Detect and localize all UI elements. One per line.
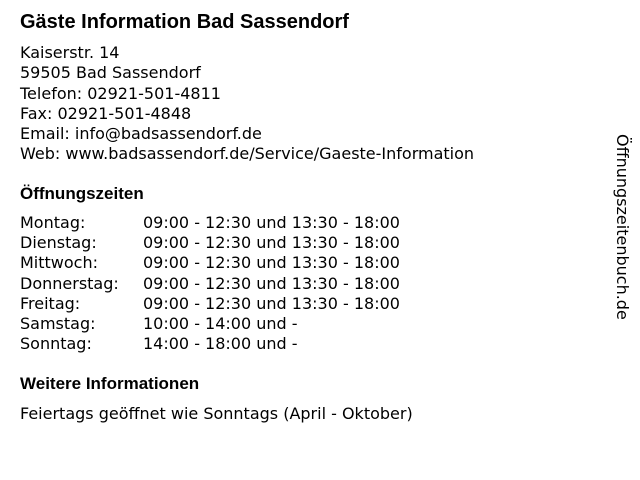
page-title: Gäste Information Bad Sassendorf	[20, 11, 349, 33]
time-range: 09:00 - 12:30 und 13:30 - 18:00	[143, 233, 400, 253]
more-info-text: Feiertags geöffnet wie Sonntags (April - Oktober)	[20, 404, 413, 423]
fax-line: Fax: 02921-501-4848	[20, 103, 192, 123]
time-range: 09:00 - 12:30 und 13:30 - 18:00	[143, 293, 400, 313]
more-info-heading: Weitere Informationen	[20, 374, 200, 393]
email-line: Email: info@badsassendorf.de	[20, 124, 262, 144]
day-label: Mittwoch:	[20, 253, 98, 273]
day-label: Sonntag:	[20, 334, 92, 354]
time-range: 14:00 - 18:00 und -	[143, 334, 298, 354]
address-street: Kaiserstr. 14	[20, 43, 120, 62]
address-city: 59505 Bad Sassendorf	[20, 63, 201, 83]
contact-block	[20, 43, 474, 165]
day-label: Freitag:	[20, 293, 81, 313]
opening-hours-heading: Öffnungszeiten	[20, 184, 144, 203]
phone-line: Telefon: 02921-501-4811	[20, 83, 221, 103]
day-label: Samstag:	[20, 313, 96, 333]
day-label: Donnerstag:	[20, 273, 119, 293]
time-range: 10:00 - 14:00 und -	[143, 313, 298, 333]
day-label: Dienstag:	[20, 233, 97, 253]
site-watermark-label: Öffnungszeitenbuch.de	[613, 134, 632, 320]
web-line: Web: www.badsassendorf.de/Service/Gaeste-Information	[20, 144, 475, 164]
time-range: 09:00 - 12:30 und 13:30 - 18:00	[143, 213, 400, 232]
time-range: 09:00 - 12:30 und 13:30 - 18:00	[143, 253, 400, 273]
time-range: 09:00 - 12:30 und 13:30 - 18:00	[143, 273, 400, 293]
day-label: Montag:	[20, 213, 86, 232]
